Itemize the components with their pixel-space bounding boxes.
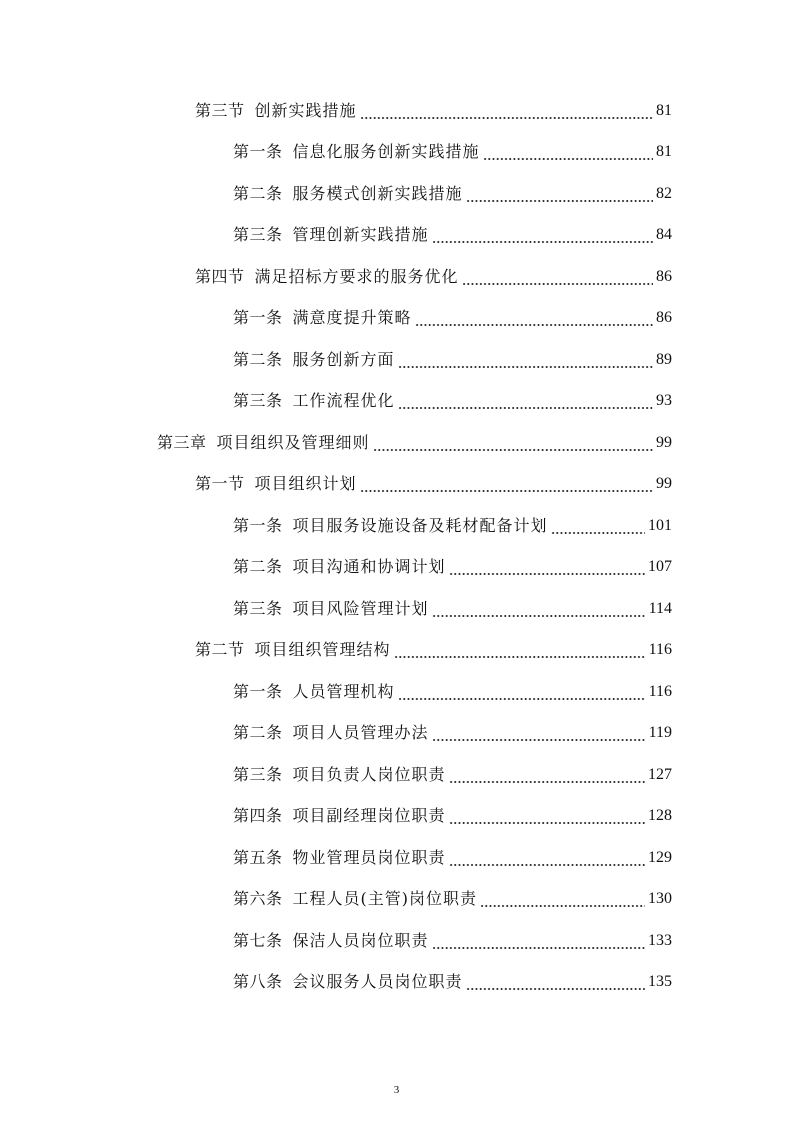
toc-entry-page: 114 xyxy=(648,599,672,617)
dot-leader xyxy=(462,283,653,285)
toc-entry[interactable] xyxy=(233,215,672,257)
dot-leader xyxy=(483,158,653,160)
toc-entry-page: 84 xyxy=(656,226,672,244)
toc-entry-number: 第二条 xyxy=(233,723,283,743)
dot-leader xyxy=(432,615,646,617)
toc-entry-title: 项目组织管理结构 xyxy=(254,640,391,660)
toc-entry[interactable] xyxy=(233,796,672,838)
toc-entry-page: 107 xyxy=(648,558,672,576)
toc-entry[interactable] xyxy=(233,339,672,381)
toc-entry-number: 第一条 xyxy=(233,515,283,535)
toc-entry-page: 130 xyxy=(648,890,672,908)
toc-entry-title: 工作流程优化 xyxy=(292,391,395,411)
toc-entry[interactable] xyxy=(157,422,672,464)
dot-leader xyxy=(398,698,646,700)
toc-entry-title: 项目副经理岗位职责 xyxy=(292,806,446,826)
toc-entry-page: 93 xyxy=(656,392,672,410)
toc-entry-page: 81 xyxy=(656,143,672,161)
toc-entry-page: 81 xyxy=(656,101,672,119)
dot-leader xyxy=(480,905,645,907)
toc-entry-page: 89 xyxy=(656,350,672,368)
toc-entry[interactable] xyxy=(233,298,672,340)
toc-entry-title: 人员管理机构 xyxy=(292,681,395,701)
toc-entry[interactable] xyxy=(233,920,672,962)
dot-leader xyxy=(449,864,645,866)
toc-entry[interactable] xyxy=(195,630,672,672)
toc-entry-title: 项目人员管理办法 xyxy=(292,723,429,743)
toc-entry-page: 86 xyxy=(656,309,672,327)
toc-entry-title: 保洁人员岗位职责 xyxy=(292,930,429,950)
toc-entry-page: 135 xyxy=(648,973,672,991)
toc-entry-title: 管理创新实践措施 xyxy=(292,225,429,245)
toc-entry-number: 第二条 xyxy=(233,349,283,369)
toc-entry-number: 第三章 xyxy=(157,432,207,452)
toc-entry-title: 项目负责人岗位职责 xyxy=(292,764,446,784)
toc-entry-page: 99 xyxy=(656,475,672,493)
toc-entry-number: 第二条 xyxy=(233,557,283,577)
page-number: 3 xyxy=(393,1084,400,1096)
toc-entry-number: 第七条 xyxy=(233,930,283,950)
dot-leader xyxy=(398,366,653,368)
toc-entry[interactable] xyxy=(233,671,672,713)
toc-entry-number: 第四条 xyxy=(233,806,283,826)
toc-entry[interactable] xyxy=(195,464,672,506)
toc-entry-title: 创新实践措施 xyxy=(254,100,357,120)
toc-entry[interactable] xyxy=(233,837,672,879)
toc-entry-number: 第一节 xyxy=(195,474,245,494)
toc-entry[interactable] xyxy=(233,879,672,921)
dot-leader xyxy=(373,449,653,451)
toc-entry-page: 128 xyxy=(648,807,672,825)
toc-entry-number: 第一条 xyxy=(233,308,283,328)
dot-leader xyxy=(449,573,645,575)
toc-entry-number: 第三条 xyxy=(233,598,283,618)
dot-leader xyxy=(449,822,645,824)
dot-leader xyxy=(394,656,646,658)
toc-entry-page: 82 xyxy=(656,184,672,202)
toc-entry-title: 项目服务设施设备及耗材配备计划 xyxy=(292,515,548,535)
dot-leader xyxy=(398,407,653,409)
toc-entry-number: 第六条 xyxy=(233,889,283,909)
toc-entry-page: 116 xyxy=(648,641,672,659)
toc-entry[interactable] xyxy=(233,132,672,174)
dot-leader xyxy=(360,117,653,119)
dot-leader xyxy=(415,324,653,326)
toc-entry-title: 项目组织计划 xyxy=(254,474,357,494)
toc-entry[interactable] xyxy=(233,588,672,630)
toc-entry-number: 第四节 xyxy=(195,266,245,286)
toc-entry[interactable] xyxy=(195,256,672,298)
dot-leader xyxy=(360,490,653,492)
toc-entry[interactable] xyxy=(233,547,672,589)
dot-leader xyxy=(466,200,653,202)
toc-entry[interactable] xyxy=(233,713,672,755)
toc-entry-number: 第五条 xyxy=(233,847,283,867)
toc-entry-title: 满足招标方要求的服务优化 xyxy=(254,266,459,286)
dot-leader xyxy=(432,739,646,741)
dot-leader xyxy=(432,241,653,243)
toc-entry-title: 物业管理员岗位职责 xyxy=(292,847,446,867)
toc-entry-number: 第三条 xyxy=(233,764,283,784)
toc-entry-title: 项目风险管理计划 xyxy=(292,598,429,618)
toc-entry-page: 129 xyxy=(648,848,672,866)
dot-leader xyxy=(466,988,645,990)
toc-entry-title: 会议服务人员岗位职责 xyxy=(292,972,463,992)
toc-entry-title: 项目沟通和协调计划 xyxy=(292,557,446,577)
toc-entry-number: 第三条 xyxy=(233,391,283,411)
toc-entry-title: 服务创新方面 xyxy=(292,349,395,369)
toc-entry[interactable] xyxy=(233,381,672,423)
toc-entry-page: 127 xyxy=(648,765,672,783)
toc-entry[interactable] xyxy=(233,962,672,1004)
toc-entry-title: 工程人员(主管)岗位职责 xyxy=(292,889,478,909)
toc-entry[interactable] xyxy=(233,754,672,796)
dot-leader xyxy=(449,781,645,783)
toc-entry-number: 第三条 xyxy=(233,225,283,245)
toc-entry-page: 116 xyxy=(648,682,672,700)
toc-entry-page: 133 xyxy=(648,931,672,949)
toc-entry-number: 第八条 xyxy=(233,972,283,992)
toc-entry-number: 第二节 xyxy=(195,640,245,660)
toc-entry[interactable] xyxy=(195,90,672,132)
toc-entry-title: 满意度提升策略 xyxy=(292,308,412,328)
toc-entry[interactable] xyxy=(233,505,672,547)
toc-entry-number: 第二条 xyxy=(233,183,283,203)
dot-leader xyxy=(551,532,645,534)
dot-leader xyxy=(432,947,645,949)
toc-entry-number: 第一条 xyxy=(233,142,283,162)
toc-entry-title: 项目组织及管理细则 xyxy=(216,432,370,452)
toc-entry-title: 信息化服务创新实践措施 xyxy=(292,142,480,162)
toc-entry-page: 101 xyxy=(648,516,672,534)
toc-entry-page: 86 xyxy=(656,267,672,285)
toc-entry-number: 第三节 xyxy=(195,100,245,120)
toc-entry-number: 第一条 xyxy=(233,681,283,701)
toc-entry-page: 119 xyxy=(648,724,672,742)
toc-entry-title: 服务模式创新实践措施 xyxy=(292,183,463,203)
toc-entry[interactable] xyxy=(233,173,672,215)
toc-entry-page: 99 xyxy=(656,433,672,451)
